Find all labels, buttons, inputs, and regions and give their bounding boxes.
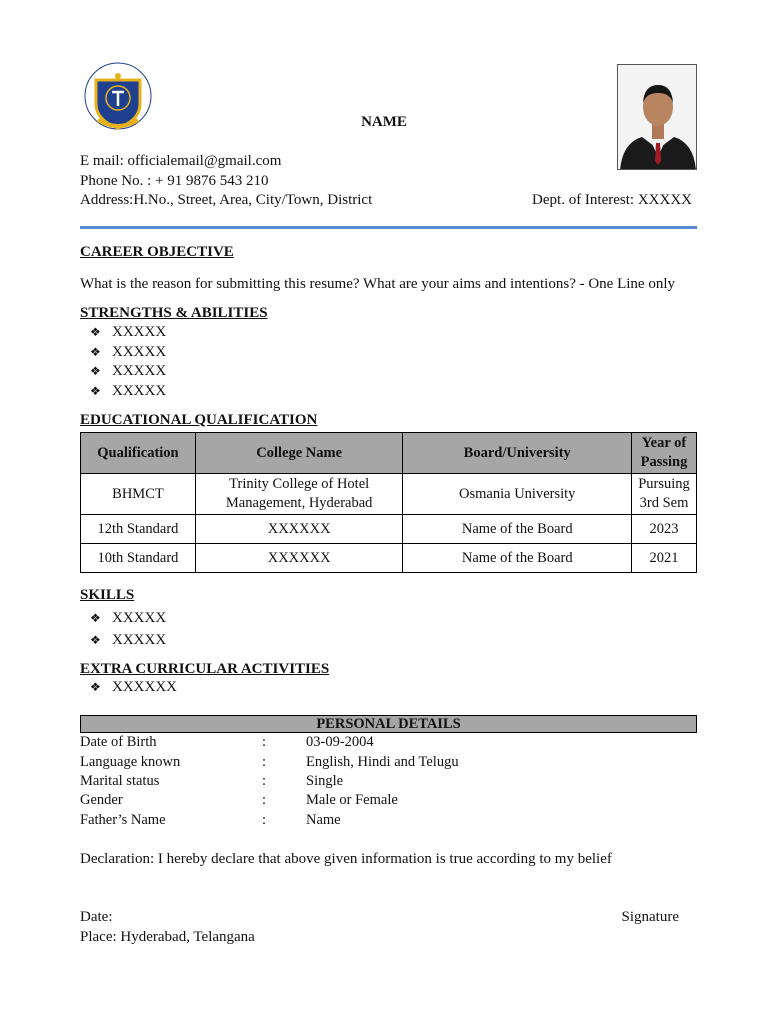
place-line: Place: Hyderabad, Telangana	[80, 929, 255, 945]
detail-value: English, Hindi and Telugu	[306, 754, 459, 770]
table-cell: XXXXXX	[195, 515, 403, 544]
detail-value: Male or Female	[306, 792, 398, 808]
skills-heading: SKILLS	[80, 587, 135, 603]
list-item: ❖ XXXXX	[90, 629, 166, 651]
detail-value: Name	[306, 812, 341, 828]
education-table	[80, 432, 697, 573]
personal-row-marital	[80, 772, 697, 792]
list-item: ❖ XXXXX	[90, 362, 166, 382]
column-header: Board/University	[403, 433, 632, 474]
header-divider	[80, 226, 697, 229]
table-cell: 10th Standard	[81, 544, 196, 573]
column-header: Qualification	[81, 433, 196, 474]
career-objective-heading: CAREER OBJECTIVE	[80, 244, 234, 260]
email-line: E mail: officialemail@gmail.com	[80, 153, 282, 169]
table-cell: Pursuing 3rd Sem	[632, 474, 697, 515]
detail-separator: :	[262, 773, 267, 789]
personal-row-gender	[80, 791, 697, 811]
table-row	[81, 474, 697, 515]
list-item: ❖ XXXXX	[90, 343, 166, 363]
extra-curricular-list	[90, 678, 177, 698]
personal-row-dob	[80, 733, 697, 753]
table-cell: Name of the Board	[403, 544, 632, 573]
career-objective-text: What is the reason for submitting this resume? What are your aims and intentions? - One Line only	[80, 276, 675, 292]
table-row	[81, 544, 697, 573]
address-label: Address:	[80, 192, 134, 208]
personal-details-heading: PERSONAL DETAILS	[80, 715, 697, 733]
detail-label: Marital status	[80, 773, 160, 789]
detail-value: 03-09-2004	[306, 734, 374, 750]
table-cell: Name of the Board	[403, 515, 632, 544]
extra-curricular-heading: EXTRA CURRICULAR ACTIVITIES	[80, 661, 330, 677]
column-header: Year of Passing	[632, 433, 697, 474]
list-item: ❖ XXXXXX	[90, 678, 177, 698]
address-value: H.No., Street, Area, City/Town, District	[133, 192, 373, 208]
detail-label: Gender	[80, 792, 123, 808]
detail-separator: :	[262, 754, 267, 770]
list-item: ❖ XXXXX	[90, 323, 166, 343]
table-row	[81, 515, 697, 544]
column-header: College Name	[195, 433, 403, 474]
table-header-row	[81, 433, 697, 474]
detail-separator: :	[262, 792, 267, 808]
table-cell: XXXXXX	[195, 544, 403, 573]
address-line	[80, 192, 372, 209]
bullet-icon: ❖	[90, 364, 101, 378]
detail-label: Date of Birth	[80, 734, 157, 750]
education-heading: EDUCATIONAL QUALIFICATION	[80, 412, 318, 428]
table-cell: BHMCT	[81, 474, 196, 515]
signature-label: Signature	[621, 909, 679, 925]
table-cell: Osmania University	[403, 474, 632, 515]
bullet-icon: ❖	[90, 325, 101, 339]
personal-row-father	[80, 811, 697, 831]
table-cell: 12th Standard	[81, 515, 196, 544]
bullet-icon: ❖	[90, 633, 101, 647]
detail-label: Language known	[80, 754, 181, 770]
detail-separator: :	[262, 812, 267, 828]
table-cell: Trinity College of Hotel Management, Hyderabad	[195, 474, 403, 515]
dept-of-interest: Dept. of Interest: XXXXX	[532, 192, 692, 208]
date-label: Date:	[80, 909, 113, 925]
bullet-icon: ❖	[90, 611, 101, 625]
personal-row-language	[80, 753, 697, 773]
declaration-text: Declaration: I hereby declare that above given information is true according to my belief	[80, 851, 612, 867]
detail-value: Single	[306, 773, 344, 789]
list-item: ❖ XXXXX	[90, 607, 166, 629]
candidate-name: NAME	[361, 114, 407, 130]
phone-line: Phone No. : + 91 9876 543 210	[80, 173, 269, 189]
list-item: ❖ XXXXX	[90, 382, 166, 402]
strengths-list	[90, 323, 166, 401]
strengths-heading: STRENGTHS & ABILITIES	[80, 305, 268, 321]
skills-list	[90, 607, 166, 651]
detail-separator: :	[262, 734, 267, 750]
table-cell: 2023	[632, 515, 697, 544]
bullet-icon: ❖	[90, 383, 101, 398]
detail-label: Father’s Name	[80, 812, 166, 828]
bullet-icon: ❖	[90, 344, 101, 359]
table-cell: 2021	[632, 544, 697, 573]
bullet-icon: ❖	[90, 680, 101, 694]
